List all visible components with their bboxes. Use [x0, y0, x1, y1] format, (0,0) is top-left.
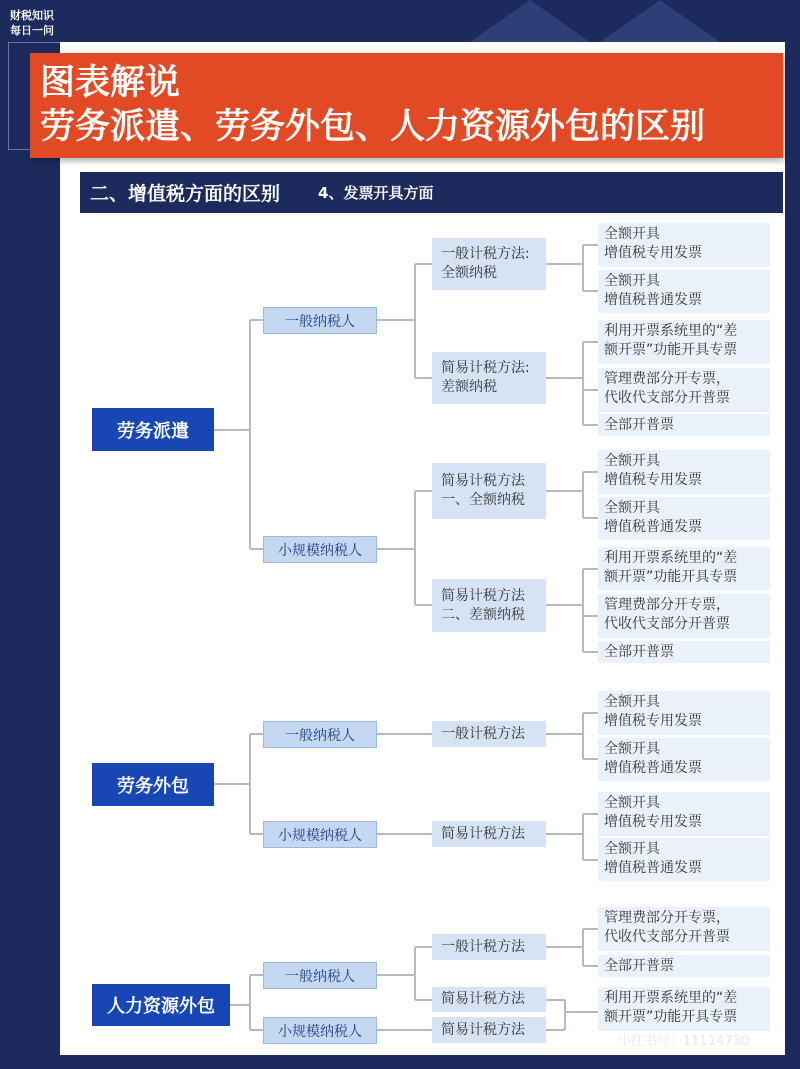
node-method: 简易计税方法: [432, 821, 546, 847]
section-header: 二、增值税方面的区别 4、发票开具方面: [80, 172, 783, 213]
node-general-taxpayer: 一般纳税人: [263, 962, 377, 989]
node-invoice: 全额开具 增值税普通发票: [598, 838, 770, 881]
node-invoice: 管理费部分开专票， 代收代支部分开普票: [598, 594, 770, 638]
brand-label: 财税知识 每日一问: [10, 9, 54, 37]
node-invoice: 全额开具 增值税专用发票: [598, 691, 770, 735]
node-invoice: 全部开普票: [598, 641, 770, 663]
node-method: 简易计税方法: [432, 987, 546, 1012]
node-invoice: 全额开具 增值税专用发票: [598, 792, 770, 836]
node-invoice: 全部开普票: [598, 414, 770, 436]
node-small-taxpayer: 小规模纳税人: [263, 1017, 377, 1044]
node-general-taxpayer: 一般纳税人: [263, 307, 377, 334]
page-title: 图表解说 劳务派遣、劳务外包、人力资源外包的区别: [30, 53, 783, 158]
node-invoice: 全额开具 增值税专用发票: [598, 450, 770, 494]
node-general-taxpayer: 一般纳税人: [263, 721, 377, 748]
node-small-taxpayer: 小规模纳税人: [263, 536, 377, 563]
node-invoice: 管理费部分开专票， 代收代支部分开普票: [598, 907, 770, 951]
node-invoice: 全额开具 增值税普通发票: [598, 270, 770, 313]
node-small-taxpayer: 小规模纳税人: [263, 821, 377, 848]
node-invoice: 全额开具 增值税普通发票: [598, 497, 770, 540]
node-invoice: 利用开票系统里的“差 额开票”功能开具专票: [598, 320, 770, 364]
watermark: 小红书号：11114730: [618, 1034, 750, 1049]
node-labor-outsourcing: 劳务外包: [92, 763, 214, 806]
node-invoice: 管理费部分开专票， 代收代支部分开普票: [598, 368, 770, 412]
node-method: 简易计税方法 一、全额纳税: [432, 463, 546, 519]
node-invoice: 全额开具 增值税专用发票: [598, 223, 770, 267]
node-invoice: 利用开票系统里的“差 额开票”功能开具专票: [598, 987, 770, 1031]
node-labor-dispatch: 劳务派遣: [92, 408, 214, 451]
node-method: 一般计税方法: [432, 721, 546, 747]
node-hr-outsourcing: 人力资源外包: [92, 984, 230, 1026]
node-method: 简易计税方法 二、差额纳税: [432, 579, 546, 632]
node-invoice: 全部开普票: [598, 955, 770, 977]
node-method: 一般计税方法: [432, 934, 546, 960]
node-invoice: 利用开票系统里的“差 额开票”功能开具专票: [598, 547, 770, 590]
node-method: 一般计税方法: 全额纳税: [432, 238, 546, 290]
node-method: 简易计税方法: [432, 1017, 546, 1043]
node-invoice: 全额开具 增值税普通发票: [598, 738, 770, 781]
node-method: 简易计税方法: 差额纳税: [432, 352, 546, 404]
